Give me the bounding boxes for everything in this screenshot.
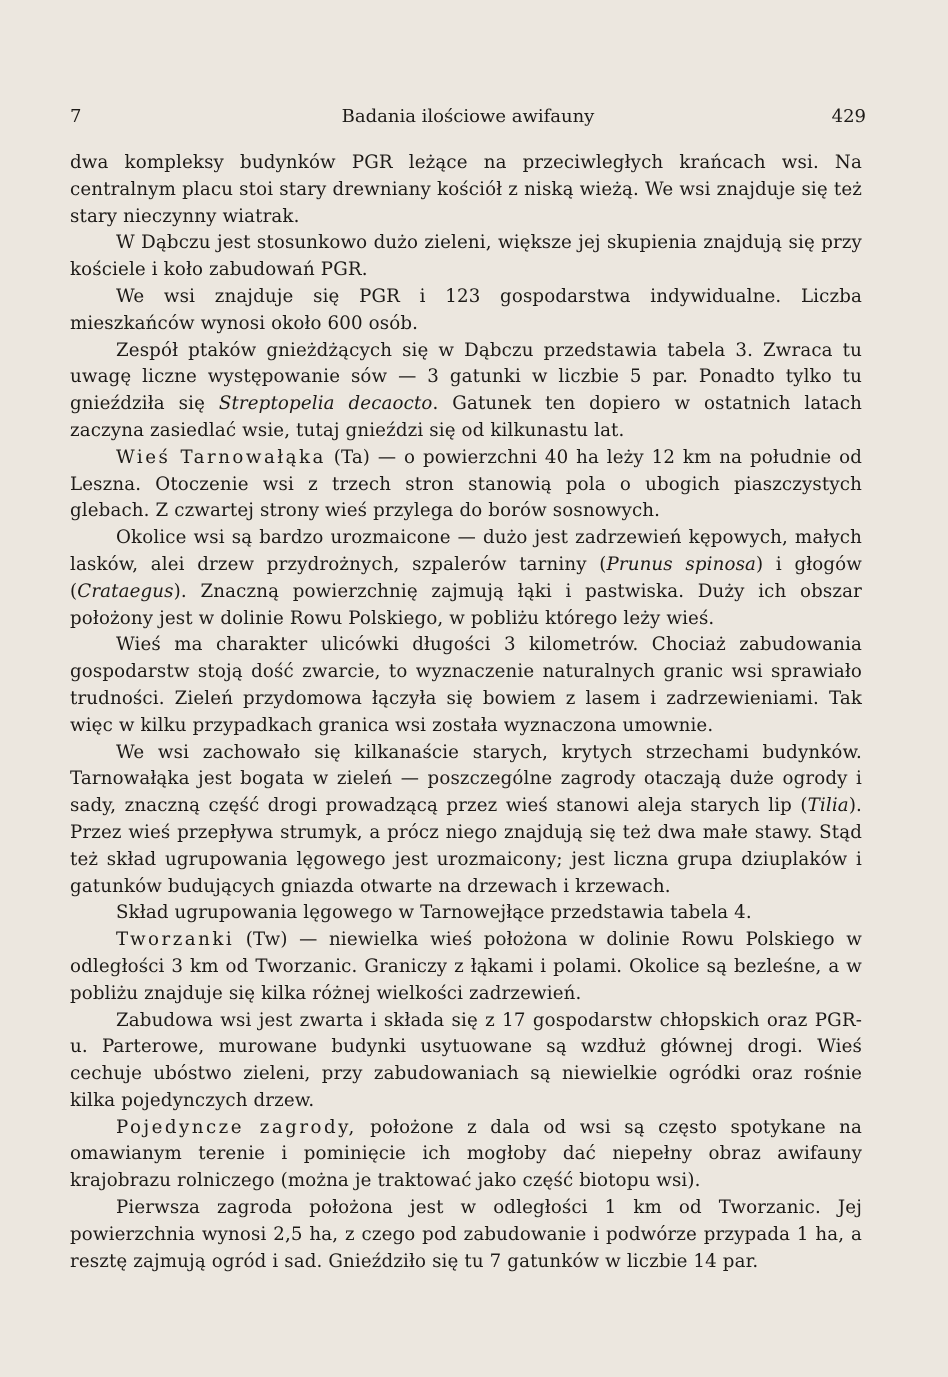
species-name-prunus: Prunus spinosa xyxy=(606,553,757,575)
place-name-tworzanki: Tworzanki xyxy=(116,929,235,951)
paragraph-4-text-a: Zespół ptaków gnieżdżących się w Dąbczu przedstawia tabela 3. Zwraca tu uwagę liczne występowanie sów — 3 gatunki w liczbie 5 par. Ponadto tylko tu gnieździła się xyxy=(70,339,862,415)
chapter-number: 7 xyxy=(70,106,82,127)
paragraph-8-text-b: ). Przez wieś przepływa strumyk, a prócz niego znajdują się też dwa małe stawy. Stąd też skład ugrupowania lęgowego jest urozmaicony; jest liczna grupa dziuplaków i gatunków budujących gniazda otwarte na drzewach i krzewach. xyxy=(70,795,862,897)
paragraph-5 xyxy=(70,445,862,525)
page-number: 429 xyxy=(831,106,866,127)
paragraph-10 xyxy=(70,927,862,1007)
species-name-crataegus: Crataegus xyxy=(77,580,174,602)
paragraph-3: We wsi znajduje się PGR i 123 gospodarstwa indywidualne. Liczba mieszkańców wynosi około 600 osób. xyxy=(70,285,862,334)
paragraph-9: Skład ugrupowania lęgowego w Tarnowejłące przedstawia tabela 4. xyxy=(116,902,752,924)
paragraph-8 xyxy=(70,740,862,901)
paragraph-4 xyxy=(70,338,862,445)
running-title: Badania ilościowe awifauny xyxy=(341,106,595,127)
paragraph-6 xyxy=(70,525,862,632)
paragraph-6-text-c: ). Znaczną powierzchnię zajmują łąki i pastwiska. Duży ich obszar położony jest w dolinie Rowu Polskiego, w pobliżu którego leży wieś. xyxy=(70,580,862,629)
running-header xyxy=(70,106,866,130)
paragraph-6-text-b: ) i głogów ( xyxy=(70,553,862,602)
place-name-tarnowalaka: Wieś Tarnowałąka xyxy=(116,446,326,468)
species-name-streptopelia: Streptopelia decaocto xyxy=(218,393,433,415)
paragraph-8-text-a: We wsi zachowało się kilkanaście starych, krytych strzechami budynków. Tarnowałąka jest bogata w zieleń — poszczególne zagrody otaczają duże ogrody i sady, znaczną część drogi prowadzącą przez wieś stanowi aleja starych lip ( xyxy=(70,741,862,817)
paragraph-4-text-b: . Gatunek ten dopiero w ostatnich latach zaczyna zasiedlać wsie, tutaj gnieździ się od kilkunastu lat. xyxy=(70,393,863,441)
paragraph-12-text: położone z dala od wsi są często spotykane na omawianym terenie i pominięcie ich mogłoby dać niepełny obraz awifauny krajobrazu rolniczego (można je traktować jako część biotopu wsi). xyxy=(70,1116,862,1192)
paragraph-1: dwa kompleksy budynków PGR leżące na przeciwległych krańcach wsi. Na centralnym placu stoi stary drewniany kościół z niską wieżą. We wsi znajduje się też stary nieczynny wiatrak. xyxy=(70,152,862,227)
paragraph-7: Wieś ma charakter ulicówki długości 3 kilometrów. Chociaż zabudowania gospodarstw stoją dość zwarcie, to wyznaczenie naturalnych granic wsi sprawiało trudności. Zieleń przydomowa łączyła się bowiem z lasem i zadrzewieniami. Tak więc w kilku przypadkach granica wsi została wyznaczona umownie. xyxy=(70,634,862,736)
body-text xyxy=(70,150,862,1275)
paragraph-11: Zabudowa wsi jest zwarta i składa się z 17 gospodarstw chłopskich oraz PGR-u. Parterowe, murowane budynki usytuowane są wzdłuż głównej drogi. Wieś cechuje ubóstwo zieleni, przy zabudowaniach są niewielkie ogródki oraz rośnie kilka pojedynczych drzew. xyxy=(70,1009,862,1111)
species-name-tilia: Tilia xyxy=(807,795,849,817)
term-pojedyncze-zagrody: Pojedyncze zagrody, xyxy=(116,1116,357,1138)
paragraph-6-text-a: Okolice wsi są bardzo urozmaicone — dużo jest zadrzewień kępowych, małych lasków, alei drzew przydrożnych, szpalerów tarniny ( xyxy=(70,527,862,575)
paragraph-13: Pierwsza zagroda położona jest w odległości 1 km od Tworzanic. Jej powierzchnia wynosi 2,5 ha, z czego pod zabudowanie i podwórze przypada 1 ha, a resztę zajmują ogród i sad. Gnieździło się tu 7 gatunków w liczbie 14 par. xyxy=(70,1197,862,1272)
paragraph-12 xyxy=(70,1115,862,1195)
paragraph-2: W Dąbczu jest stosunkowo dużo zieleni, większe jej skupienia znajdują się przy kościele i koło zabudowań PGR. xyxy=(70,232,862,281)
paragraph-10-text: (Tw) — niewielka wieś położona w dolinie Rowu Polskiego w odległości 3 km od Tworzanic. Graniczy z łąkami i polami. Okolice są bezleśne, a w pobliżu znajduje się kilka różnej wielkości zadrzewień. xyxy=(70,929,862,1004)
paragraph-5-text: (Ta) — o powierzchni 40 ha leży 12 km na południe od Leszna. Otoczenie wsi z trzech stron stanowią pola o ubogich piaszczystych glebach. Z czwartej strony wieś przylega do borów sosnowych. xyxy=(70,446,862,522)
